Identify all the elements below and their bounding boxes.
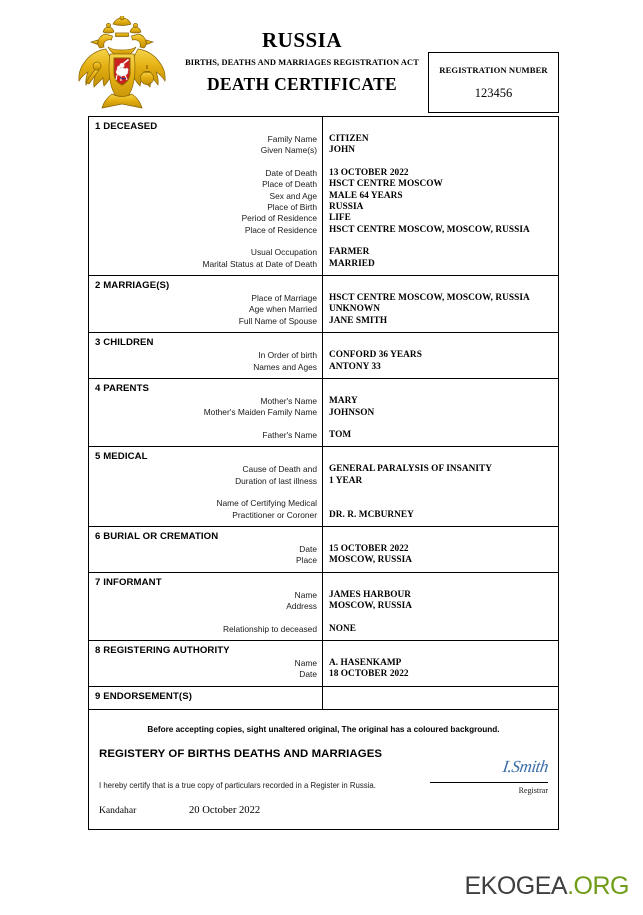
field-value: RUSSIA [329, 202, 364, 213]
issue-date: 20 October 2022 [189, 805, 261, 816]
certify-statement: I hereby certify that is a true copy of particulars recorded in a Register in Russia. [99, 781, 376, 790]
russian-coat-of-arms-icon [72, 16, 172, 112]
registrar-signature: I.Smith [501, 757, 550, 776]
value-column-spacer [329, 383, 554, 396]
field-value: 15 OCTOBER 2022 [329, 543, 409, 554]
value-column-spacer [329, 645, 554, 658]
signature-rule [430, 782, 548, 783]
field-value: GENERAL PARALYSIS OF INSANITY [329, 464, 493, 475]
field-label: Practitioner or Coroner [232, 509, 317, 520]
field-label: Duration of last illness [235, 475, 317, 486]
watermark-primary: EKOGEA [464, 872, 568, 900]
section-value-column [323, 641, 558, 686]
field-label: Sex and Age [269, 190, 317, 201]
section-label-column [89, 333, 323, 378]
field-label: Place of Marriage [251, 293, 317, 304]
field-value: ANTONY 33 [329, 361, 381, 372]
section-title: 7 INFORMANT [95, 576, 162, 588]
field-value: 13 OCTOBER 2022 [329, 167, 409, 178]
certificate-section [89, 117, 558, 276]
field-label: Name of Certifying Medical [216, 498, 317, 509]
section-labels [95, 464, 317, 521]
field-value: A. HASENKAMP [329, 657, 402, 668]
section-labels [95, 134, 317, 270]
section-title: 9 ENDORSEMENT(S) [95, 690, 193, 702]
value-column-spacer [329, 451, 554, 464]
value-column-spacer [329, 531, 554, 544]
field-label: Marital Status at Date of Death [202, 258, 317, 269]
section-title: 1 DECEASED [95, 121, 158, 132]
certificate-section [89, 447, 558, 527]
field-value: HSCT CENTRE MOSCOW, MOSCOW, RUSSIA [329, 293, 530, 304]
certificate-sections-table [88, 116, 559, 710]
certificate-section [89, 276, 558, 333]
section-value-column [323, 117, 558, 275]
issue-place: Kandahar [99, 805, 137, 816]
field-value: MALE 64 YEARS [329, 190, 403, 201]
field-value: MOSCOW, RUSSIA [329, 555, 413, 566]
value-column-spacer [329, 577, 554, 590]
field-value: LIFE [329, 213, 351, 224]
section-value-column [323, 333, 558, 378]
field-label: Name [294, 657, 317, 668]
field-value: 18 OCTOBER 2022 [329, 669, 409, 680]
certificate-section [89, 573, 558, 641]
registration-number-box [428, 52, 559, 113]
section-label-column [89, 527, 323, 572]
field-label: Age when Married [249, 304, 317, 315]
section-label-column [89, 379, 323, 446]
document-title: DEATH CERTIFICATE [206, 74, 398, 95]
field-label: Names and Ages [253, 361, 317, 372]
field-label: Period of Residence [241, 213, 317, 224]
act-subtitle: BIRTHS, DEATHS AND MARRIAGES REGISTRATION ACT [185, 58, 419, 68]
field-value: CONFORD 36 YEARS [329, 350, 422, 361]
field-label: Cause of Death and [242, 464, 317, 475]
field-value: JOHNSON [329, 407, 375, 418]
field-label: Date of Death [265, 167, 317, 178]
section-value-column [323, 276, 558, 332]
field-label: Date [299, 543, 317, 554]
certificate-section [89, 641, 558, 687]
country-title: RUSSIA [261, 28, 343, 52]
registry-heading: REGISTERY OF BIRTHS DEATHS AND MARRIAGES [99, 748, 383, 760]
field-value: 1 YEAR [329, 475, 363, 486]
value-column-spacer [329, 280, 554, 293]
document-header [0, 14, 643, 110]
section-label-column [89, 276, 323, 332]
watermark-suffix: .ORG [567, 872, 629, 900]
certificate-section [89, 333, 558, 379]
section-title: 8 REGISTERING AUTHORITY [95, 644, 230, 656]
field-label: Place [296, 555, 317, 566]
section-title: 6 BURIAL OR CREMATION [95, 530, 219, 542]
site-watermark [465, 872, 630, 901]
registration-number-label: REGISTRATION NUMBER [439, 65, 548, 75]
field-label: Place of Residence [244, 224, 317, 235]
field-label: Date [299, 669, 317, 680]
section-value-column [323, 687, 558, 709]
section-labels [95, 590, 317, 635]
section-labels [95, 544, 317, 567]
value-column-spacer [329, 337, 554, 350]
section-label-column [89, 573, 323, 640]
field-label: In Order of birth [258, 350, 317, 361]
field-value: MOSCOW, RUSSIA [329, 601, 413, 612]
section-value-column [323, 379, 558, 446]
signature-area [430, 758, 548, 795]
field-label: Relationship to deceased [222, 623, 317, 634]
field-value: FARMER [329, 247, 370, 258]
field-label: Usual Occupation [250, 247, 317, 258]
field-label: Place of Death [262, 179, 317, 190]
field-value: HSCT CENTRE MOSCOW, MOSCOW, RUSSIA [329, 224, 530, 235]
field-label: Name [294, 589, 317, 600]
field-value: CITIZEN [329, 134, 369, 144]
field-label: Place of Birth [267, 202, 317, 213]
field-label: Family Name [267, 133, 317, 144]
certificate-section [89, 687, 558, 710]
field-label: Given Name(s) [260, 145, 317, 156]
section-title: 2 MARRIAGE(S) [95, 280, 170, 292]
certificate-section [89, 527, 558, 573]
section-labels [95, 350, 317, 373]
field-label: Full Name of Spouse [238, 315, 317, 326]
field-label: Mother's Maiden Family Name [203, 407, 317, 418]
section-title: 4 PARENTS [95, 383, 150, 395]
certificate-section [89, 379, 558, 447]
certification-block [88, 710, 559, 830]
title-block [178, 28, 426, 95]
section-label-column [89, 687, 323, 709]
field-value: JAMES HARBOUR [329, 589, 412, 600]
field-value: TOM [329, 429, 352, 440]
field-value: JOHN [329, 145, 356, 156]
field-value: DR. R. MCBURNEY [329, 509, 414, 520]
section-labels [95, 658, 317, 681]
field-label: Father's Name [262, 429, 317, 440]
section-title: 5 MEDICAL [95, 451, 148, 463]
section-value-column [323, 447, 558, 526]
section-label-column [89, 447, 323, 526]
section-labels [95, 293, 317, 327]
field-label: Address [286, 601, 317, 612]
field-value: JANE SMITH [329, 315, 388, 326]
field-value: UNKNOWN [329, 304, 380, 315]
registration-number-value: 123456 [474, 86, 513, 100]
section-labels [95, 396, 317, 441]
section-label-column [89, 641, 323, 686]
value-column-spacer [329, 121, 554, 134]
copy-notice: Before accepting copies, sight unaltered original, The original has a coloured background. [147, 725, 500, 734]
field-value: NONE [329, 623, 357, 634]
field-value: HSCT CENTRE MOSCOW [329, 179, 443, 190]
field-value: MARRIED [329, 258, 375, 269]
field-label: Mother's Name [260, 396, 317, 407]
section-value-column [323, 527, 558, 572]
footer-bottom-row [99, 805, 548, 821]
registrar-caption: Registrar [518, 785, 548, 795]
field-value: MARY [329, 396, 358, 407]
section-value-column [323, 573, 558, 640]
section-label-column [89, 117, 323, 275]
section-title: 3 CHILDREN [95, 337, 154, 349]
